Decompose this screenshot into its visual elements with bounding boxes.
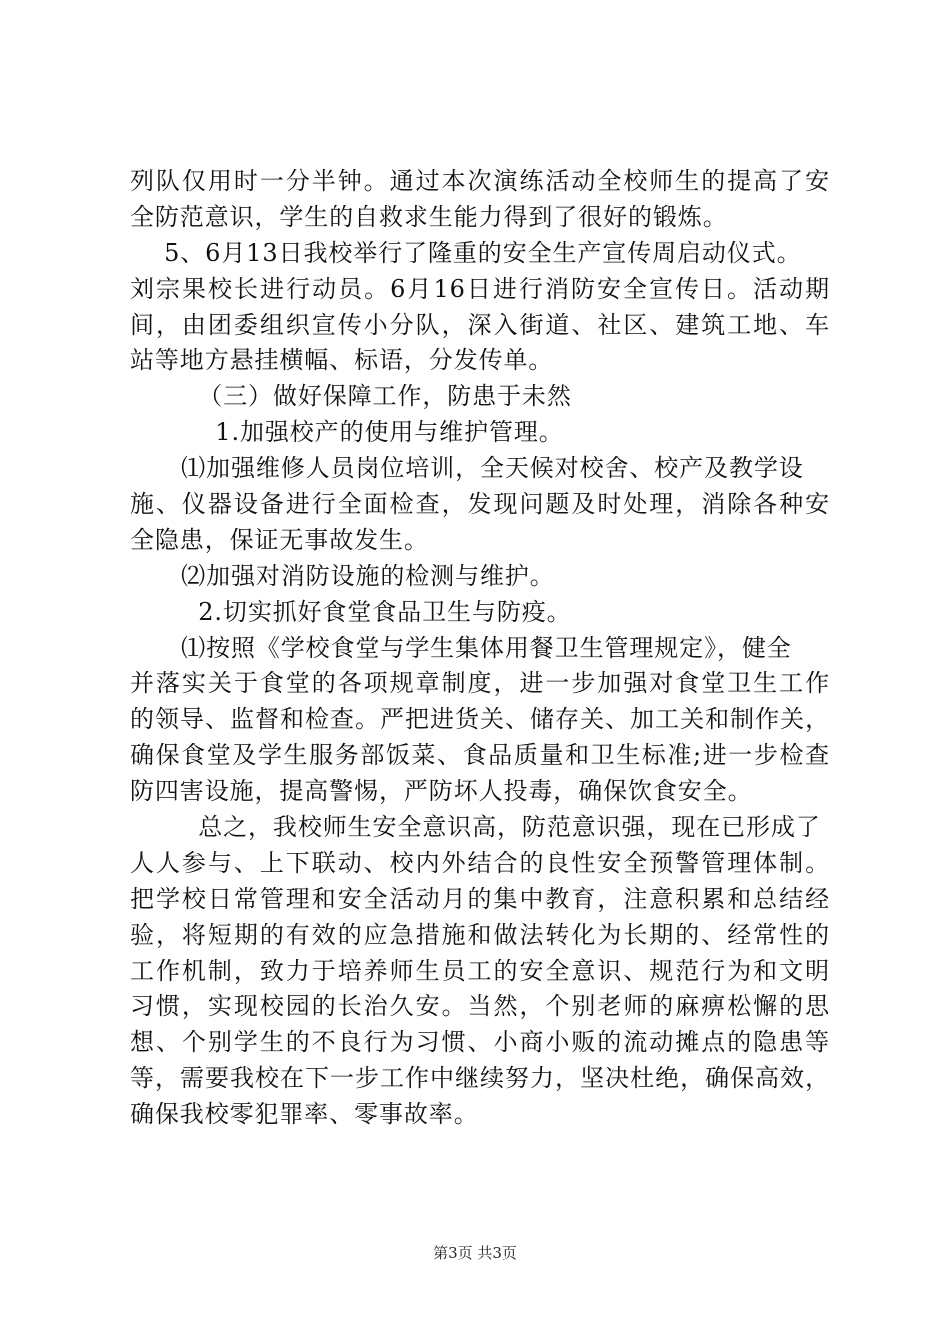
text-line: 全隐患，保证无事故发生。 <box>130 525 429 554</box>
text-line: ⑴加强维修人员岗位培训，全天候对校舍、校产及教学设 <box>130 454 804 483</box>
subsection-heading: 2.切实抓好食堂食品卫生与防疫。 <box>130 597 572 626</box>
text-line: ⑵加强对消防设施的检测与维护。 <box>130 561 555 590</box>
text-line: 把学校日常管理和安全活动月的集中教育，注意积累和总结经 <box>130 884 830 913</box>
section-heading: （三）做好保障工作，防患于未然 <box>130 382 572 411</box>
text-line: ⑴按照《学校食堂与学生集体用餐卫生管理规定》，健全 <box>130 633 792 662</box>
text-line: 验，将短期的有效的应急措施和做法转化为长期的、经常性的 <box>130 920 830 949</box>
text-line: 确保我校零犯罪率、零事故率。 <box>130 1100 479 1129</box>
text-line: 确保食堂及学生服务部饭菜、食品质量和卫生标准;进一步检查 <box>130 741 830 770</box>
text-line: 总之，我校师生安全意识高，防范意识强，现在已形成了 <box>130 813 821 842</box>
text-line: 全防范意识，学生的自救求生能力得到了很好的锻炼。 <box>130 202 728 231</box>
text-line: 并落实关于食堂的各项规章制度，进一步加强对食堂卫生工作 <box>130 669 830 698</box>
text-line: 站等地方悬挂横幅、标语，分发传单。 <box>130 346 554 375</box>
document-body <box>130 164 830 1133</box>
text-line: 的领导、监督和检查。严把进货关、储存关、加工关和制作关， <box>130 705 830 734</box>
text-line: 施、仪器设备进行全面检查，发现问题及时处理，消除各种安 <box>130 490 830 519</box>
text-line: 防四害设施，提高警惕，严防坏人投毒，确保饮食安全。 <box>130 777 753 806</box>
text-line: 人人参与、上下联动、校内外结合的良性安全预警管理体制。 <box>130 848 830 877</box>
subsection-heading: 1.加强校产的使用与维护管理。 <box>130 418 564 447</box>
text-line: 刘宗果校长进行动员。6月16日进行消防安全宣传日。活动期 <box>130 274 830 303</box>
text-line: 习惯，实现校园的长治久安。当然，个别老师的麻痹松懈的思 <box>130 992 830 1021</box>
text-line: 工作机制，致力于培养师生员工的安全意识、规范行为和文明 <box>130 956 830 985</box>
text-line: 5、6月13日我校举行了隆重的安全生产宣传周启动仪式。 <box>130 238 802 267</box>
text-line: 等，需要我校在下一步工作中继续努力，坚决杜绝，确保高效， <box>130 1064 830 1093</box>
page-number-footer: 第3页 共3页 <box>433 1244 517 1262</box>
text-line: 列队仅用时一分半钟。通过本次演练活动全校师生的提高了安 <box>130 167 830 195</box>
text-line: 间，由团委组织宣传小分队，深入街道、社区、建筑工地、车 <box>130 310 830 339</box>
text-line: 想、个别学生的不良行为习惯、小商小贩的流动摊点的隐患等 <box>130 1028 830 1057</box>
